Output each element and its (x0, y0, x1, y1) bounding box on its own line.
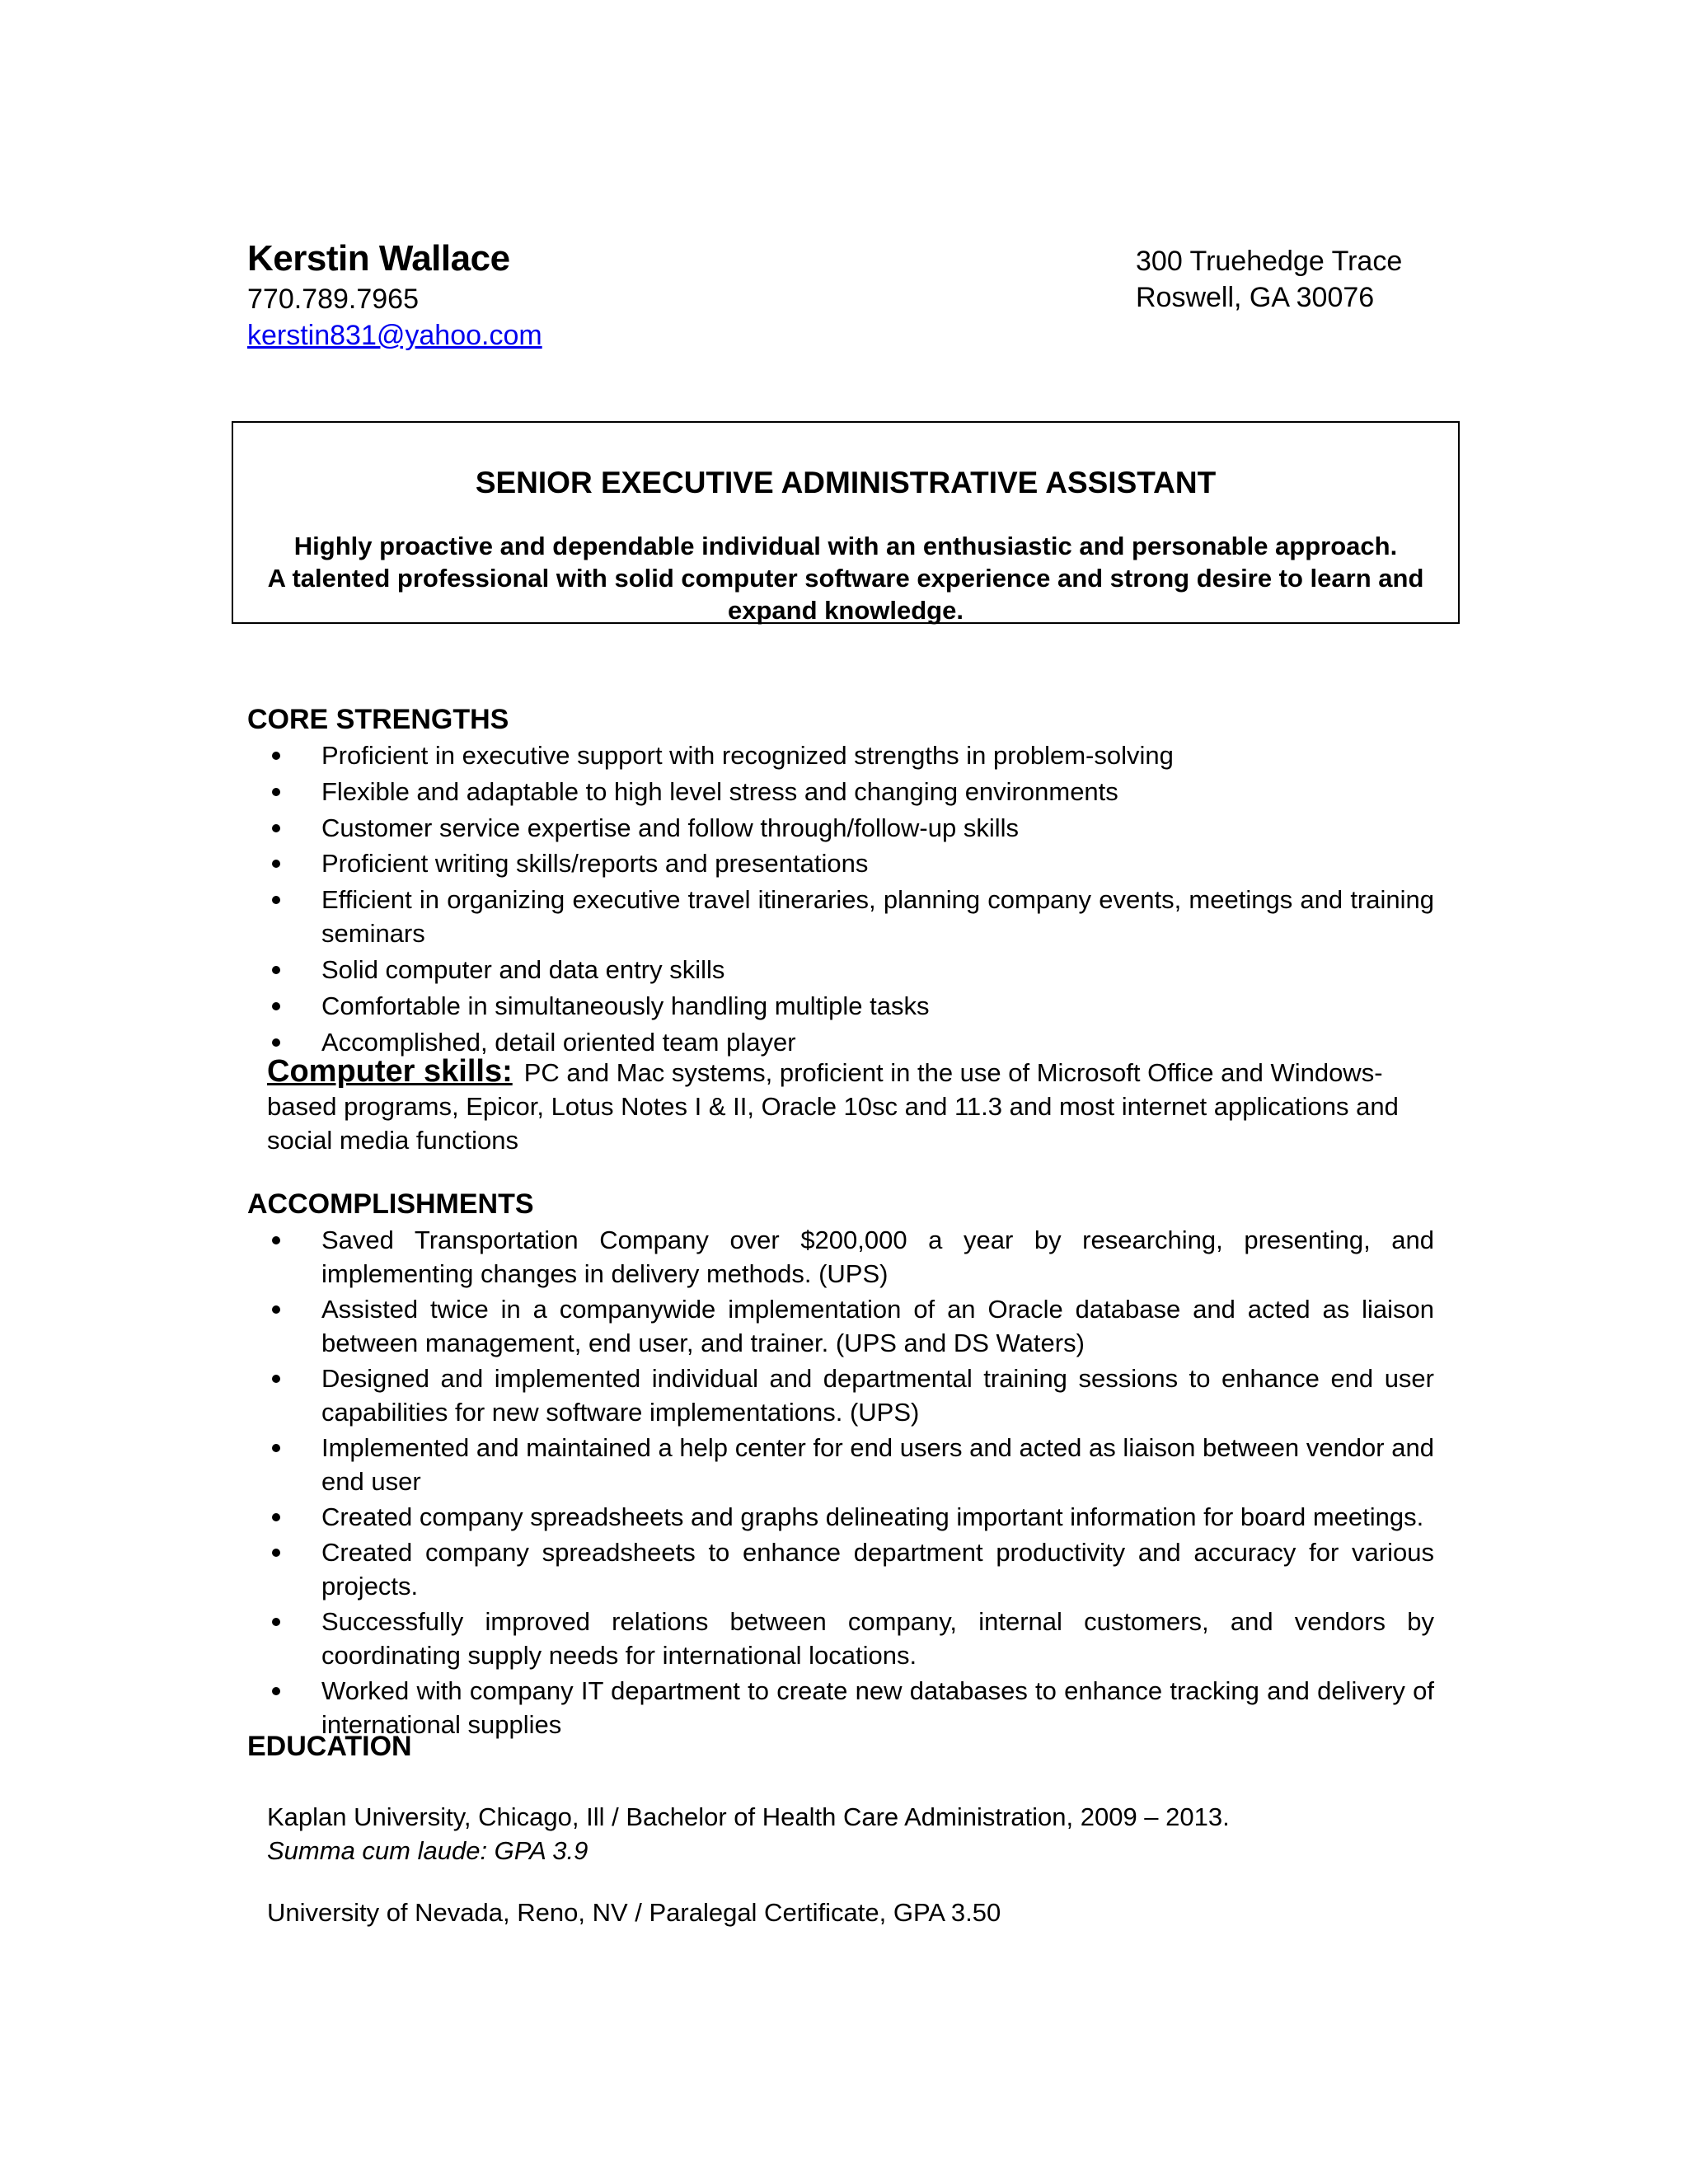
list-item (247, 775, 1434, 808)
list-item (247, 1431, 1434, 1498)
list-item-text: Proficient writing skills/reports and presentations (321, 849, 869, 879)
bullet-icon (272, 824, 280, 832)
candidate-name: Kerstin Wallace (247, 238, 510, 279)
accomplishments-heading: ACCOMPLISHMENTS (247, 1188, 534, 1220)
address-line-2: Roswell, GA 30076 (1136, 282, 1375, 313)
list-item-text: Worked with company IT department to create new databases to enhance tracking and delivery of international supplies (321, 1676, 1434, 1739)
list-item (247, 953, 1434, 987)
bullet-icon (272, 1002, 280, 1010)
list-item-text: Saved Transportation Company over $200,000 a year by researching, presenting, and implementing changes in delivery methods. (UPS) (321, 1226, 1434, 1288)
list-item-text: Created company spreadsheets to enhance department productivity and accuracy for various projects. (321, 1538, 1434, 1601)
list-item-text: Customer service expertise and follow through/follow-up skills (321, 813, 1019, 842)
bullet-icon (272, 1305, 280, 1314)
list-item-text: Implemented and maintained a help center for end users and acted as liaison between vendor and end user (321, 1433, 1434, 1496)
bullet-icon (272, 752, 280, 760)
bullet-icon (272, 1444, 280, 1452)
education-line: Kaplan University, Chicago, Ill / Bachelor of Health Care Administration, 2009 – 2013. (267, 1802, 1230, 1831)
objective-summary (266, 530, 1425, 626)
bullet-icon (272, 1513, 280, 1521)
list-item-text: Accomplished, detail oriented team player (321, 1027, 796, 1057)
core-strengths-heading: CORE STRENGTHS (247, 704, 509, 735)
list-item-text: Successfully improved relations between company, internal customers, and vendors by coordinating supply needs for international locations. (321, 1607, 1434, 1670)
list-item-text: Solid computer and data entry skills (321, 954, 725, 984)
list-item-text: Created company spreadsheets and graphs delineating important information for board meetings. (321, 1502, 1424, 1531)
education-honor: Summa cum laude: GPA 3.9 (267, 1836, 588, 1865)
phone-number: 770.789.7965 (247, 284, 419, 315)
list-item-text: Assisted twice in a companywide implementation of an Oracle database and acted as liaison between management, end user, and trainer. (UPS and DS Waters) (321, 1295, 1434, 1357)
objective-title: SENIOR EXECUTIVE ADMINISTRATIVE ASSISTANT (475, 466, 1217, 499)
list-item (247, 738, 1434, 772)
objective-box (232, 421, 1460, 624)
bullet-icon (272, 788, 280, 796)
education-entry (267, 1800, 1437, 1868)
list-item (247, 883, 1434, 950)
list-item (247, 1223, 1434, 1291)
bullet-icon (272, 1687, 280, 1695)
bullet-icon (272, 860, 280, 868)
list-item (247, 1674, 1434, 1741)
bullet-icon (272, 1038, 280, 1047)
computer-skills-text: PC and Mac systems, proficient in the use of Microsoft Office and Windows-based programs, Epicor, Lotus Notes I & II, Oracle 10sc and 11.3 and most internet applications and social media functions (267, 1058, 1399, 1155)
bullet-icon (272, 1549, 280, 1557)
list-item-text: Designed and implemented individual and departmental training sessions to enhance end user capabilities for new software implementations. (UPS) (321, 1364, 1434, 1427)
list-item (247, 1292, 1434, 1360)
list-item-text: Proficient in executive support with recognized strengths in problem-solving (321, 741, 1174, 770)
education-entry (267, 1896, 1437, 1929)
list-item (247, 1500, 1434, 1534)
education-line: University of Nevada, Reno, NV / Paralegal Certificate, GPA 3.50 (267, 1898, 1001, 1927)
list-item-text: Flexible and adaptable to high level stress and changing environments (321, 776, 1118, 806)
objective-line-1: Highly proactive and dependable individual with an enthusiastic and personable approach. (293, 532, 1398, 560)
list-item (247, 1361, 1434, 1429)
objective-line-2: A talented professional with solid computer software experience and strong desire to learn and expand knowledge. (267, 564, 1424, 625)
computer-skills-paragraph (267, 1055, 1437, 1157)
education-heading: EDUCATION (247, 1731, 412, 1762)
accomplishments-list (247, 1223, 1434, 1743)
list-item (247, 989, 1434, 1023)
list-item (247, 1605, 1434, 1672)
list-item (247, 1535, 1434, 1603)
bullet-icon (272, 1236, 280, 1244)
list-item (247, 846, 1434, 880)
contact-block (247, 237, 989, 354)
email-link[interactable]: kerstin831@yahoo.com (247, 320, 542, 351)
bullet-icon (272, 896, 280, 904)
computer-skills-label: Computer skills: (267, 1054, 513, 1089)
bullet-icon (272, 1618, 280, 1626)
list-item-text: Comfortable in simultaneously handling multiple tasks (321, 991, 930, 1020)
bullet-icon (272, 1375, 280, 1383)
core-strengths-list (247, 738, 1434, 1061)
address-line-1: 300 Truehedge Trace (1136, 246, 1403, 277)
list-item-text: Efficient in organizing executive travel itineraries, planning company events, meetings and training seminars (321, 885, 1434, 949)
bullet-icon (272, 966, 280, 974)
list-item (247, 811, 1434, 845)
address-block (1136, 243, 1597, 316)
